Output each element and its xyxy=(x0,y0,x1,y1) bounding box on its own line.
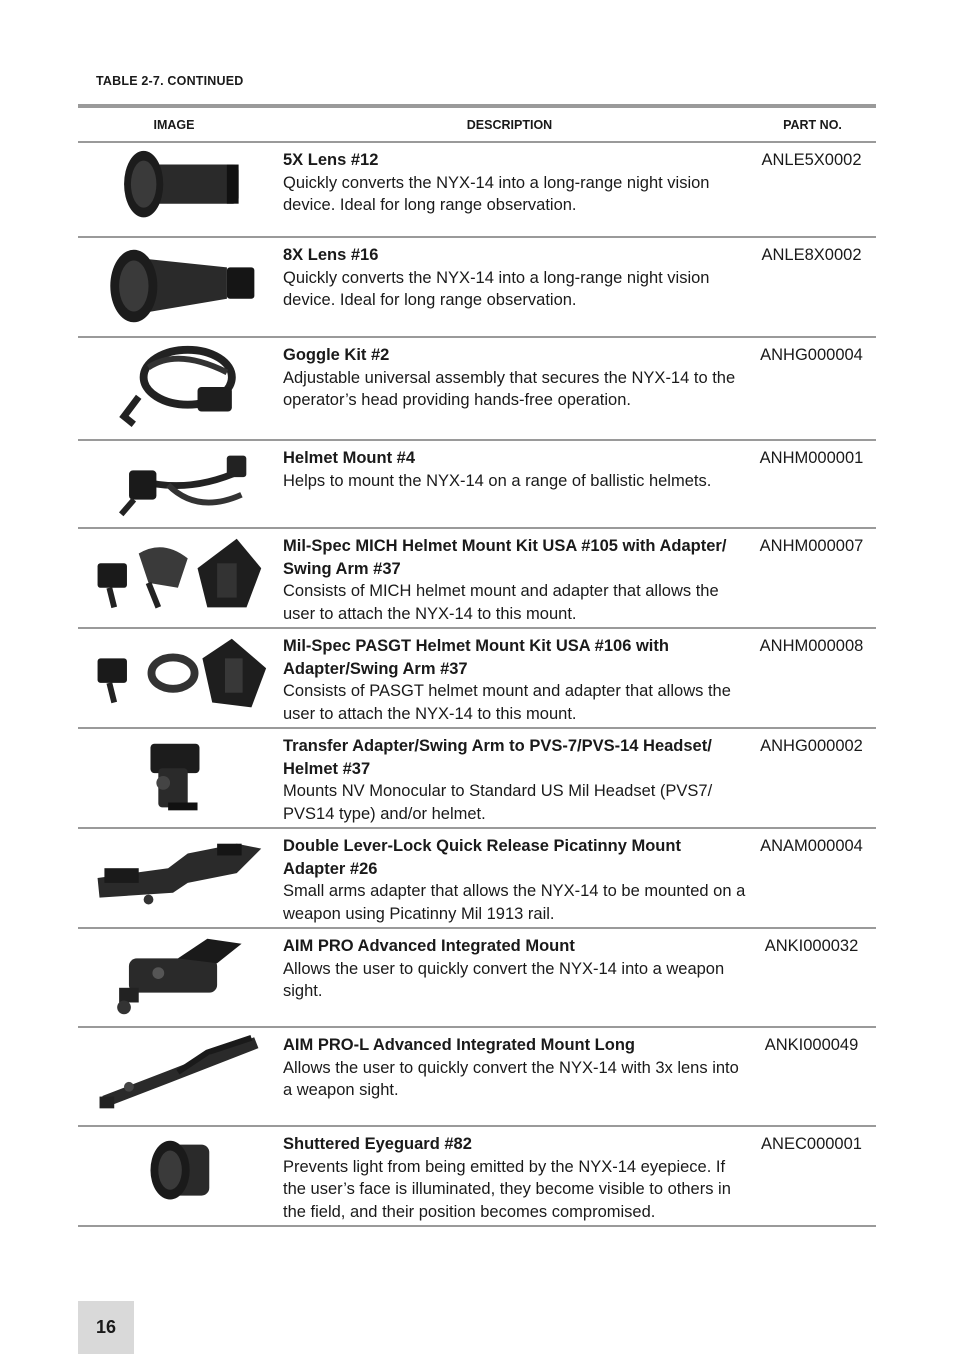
table-row xyxy=(78,529,876,629)
part-number: ANHG000004 xyxy=(760,346,863,364)
pasgt-mount-kit-icon xyxy=(78,629,270,727)
item-description: Consists of PASGT helmet mount and adapter that allows the user to attach the NYX-14 to this mount. xyxy=(283,682,731,724)
table-row xyxy=(78,338,876,441)
table-row xyxy=(78,1028,876,1127)
table-row xyxy=(78,238,876,338)
item-description: Quickly converts the NYX-14 into a long-range night vision device. Ideal for long range observation. xyxy=(283,268,710,310)
item-title: Shuttered Eyeguard #82 xyxy=(283,1135,472,1153)
part-number: ANHM000001 xyxy=(759,449,864,467)
mich-mount-kit-icon xyxy=(78,529,270,627)
table-row xyxy=(78,729,876,829)
table-row xyxy=(78,829,876,929)
transfer-adapter-icon xyxy=(78,729,270,827)
item-title: AIM PRO Advanced Integrated Mount xyxy=(283,937,575,955)
5x-lens-icon xyxy=(78,143,270,236)
part-number: ANHM000007 xyxy=(759,537,864,555)
item-title: AIM PRO-L Advanced Integrated Mount Long xyxy=(283,1036,635,1054)
table-row xyxy=(78,1127,876,1227)
item-description: Allows the user to quickly convert the NYX-14 into a weapon sight. xyxy=(283,959,725,1001)
item-title: Double Lever-Lock Quick Release Picatinny Mount Adapter #26 xyxy=(283,837,681,878)
part-number: ANKI000049 xyxy=(764,1036,859,1054)
item-description: Quickly converts the NYX-14 into a long-range night vision device. Ideal for long range observation. xyxy=(283,173,710,215)
part-number: ANEC000001 xyxy=(761,1135,862,1153)
part-number: ANHG000002 xyxy=(760,737,863,755)
part-number: ANHM000008 xyxy=(759,637,864,655)
page-number: 16 xyxy=(78,1301,134,1354)
item-description: Small arms adapter that allows the NYX-14 to be mounted on a weapon using Picatinny Mil 1913 rail. xyxy=(283,882,746,924)
table-header xyxy=(78,108,876,143)
picatinny-mount-icon xyxy=(78,829,270,927)
accessories-table xyxy=(78,104,876,1227)
item-description: Prevents light from being emitted by the NYX-14 eyepiece. If the user’s face is illuminated, they become visible to others in the field, and their position becomes compromised. xyxy=(283,1157,731,1222)
part-number: ANKI000032 xyxy=(764,937,859,955)
part-number: ANAM000004 xyxy=(760,837,863,855)
table-row xyxy=(78,629,876,729)
table-row xyxy=(78,143,876,238)
table-row xyxy=(78,929,876,1028)
table-row xyxy=(78,441,876,529)
item-title: Mil-Spec PASGT Helmet Mount Kit USA #106 with Adapter/Swing Arm #37 xyxy=(283,637,669,678)
header-part-no: PART NO. xyxy=(783,117,842,132)
item-title: 8X Lens #16 xyxy=(283,246,379,264)
item-description: Helps to mount the NYX-14 on a range of ballistic helmets. xyxy=(283,471,712,490)
goggle-kit-icon xyxy=(78,338,270,439)
item-title: Helmet Mount #4 xyxy=(283,449,416,467)
table-caption: TABLE 2-7. CONTINUED xyxy=(96,74,244,88)
aim-pro-l-mount-icon xyxy=(78,1028,270,1125)
header-image: IMAGE xyxy=(153,117,195,132)
item-description: Adjustable universal assembly that secures the NYX-14 to the operator’s head providing hands-free operation. xyxy=(283,368,736,410)
aim-pro-mount-icon xyxy=(78,929,270,1026)
item-description: Consists of MICH helmet mount and adapter that allows the user to attach the NYX-14 to this mount. xyxy=(283,582,719,624)
item-description: Allows the user to quickly convert the NYX-14 with 3x lens into a weapon sight. xyxy=(283,1058,739,1100)
8x-lens-icon xyxy=(78,238,270,336)
item-description: Mounts NV Monocular to Standard US Mil Headset (PVS7/ PVS14 type) and/or helmet. xyxy=(283,782,713,824)
helmet-mount-icon xyxy=(78,441,270,527)
eyeguard-icon xyxy=(78,1127,270,1225)
item-title: Mil-Spec MICH Helmet Mount Kit USA #105 with Adapter/ Swing Arm #37 xyxy=(283,537,727,578)
part-number: ANLE5X0002 xyxy=(761,151,862,169)
item-title: 5X Lens #12 xyxy=(283,151,379,169)
header-description: DESCRIPTION xyxy=(466,117,553,132)
item-title: Transfer Adapter/Swing Arm to PVS-7/PVS-14 Headset/ Helmet #37 xyxy=(283,737,712,778)
item-title: Goggle Kit #2 xyxy=(283,346,390,364)
part-number: ANLE8X0002 xyxy=(761,246,862,264)
